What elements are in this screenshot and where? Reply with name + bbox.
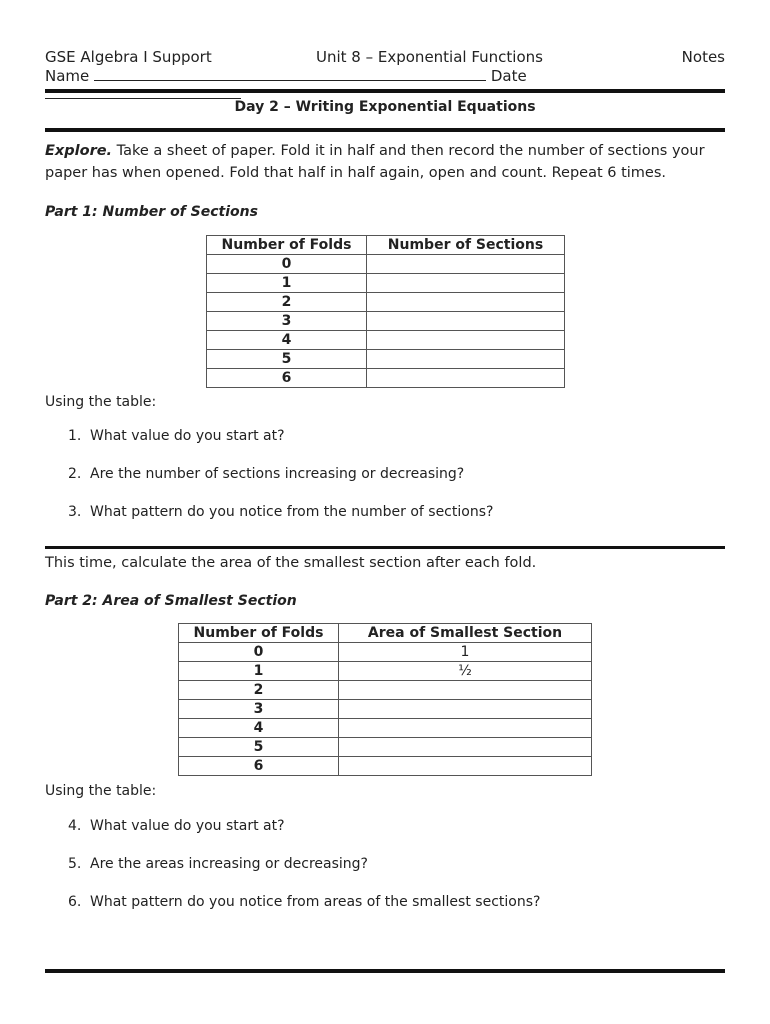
part1-heading: Part 1: Number of Sections bbox=[45, 204, 258, 220]
sections-cell[interactable] bbox=[367, 350, 565, 369]
sections-cell[interactable] bbox=[367, 255, 565, 274]
folds-cell: 4 bbox=[207, 331, 367, 350]
question-number: 3. bbox=[68, 504, 82, 520]
question-number: 1. bbox=[68, 428, 82, 444]
sections-cell[interactable] bbox=[367, 312, 565, 331]
folds-cell: 5 bbox=[179, 738, 339, 757]
table-row bbox=[179, 719, 592, 738]
header-rule bbox=[45, 89, 725, 93]
folds-cell: 1 bbox=[207, 274, 367, 293]
question-number: 6. bbox=[68, 894, 82, 910]
table-row bbox=[179, 700, 592, 719]
explore-label: Explore. bbox=[45, 143, 113, 159]
question-text: What pattern do you notice from areas of the smallest sections? bbox=[90, 894, 541, 910]
table-row bbox=[179, 757, 592, 776]
doc-type: Notes bbox=[681, 48, 725, 66]
area-cell[interactable]: 1 bbox=[339, 643, 592, 662]
question-2 bbox=[68, 466, 464, 482]
sections-cell[interactable] bbox=[367, 369, 565, 388]
name-date-row bbox=[45, 67, 725, 103]
area-cell[interactable]: ½ bbox=[339, 662, 592, 681]
folds-cell: 0 bbox=[207, 255, 367, 274]
name-blank[interactable] bbox=[94, 67, 486, 81]
area-cell[interactable] bbox=[339, 681, 592, 700]
title-rule bbox=[45, 128, 725, 132]
question-3 bbox=[68, 504, 493, 520]
sections-cell[interactable] bbox=[367, 331, 565, 350]
area-cell[interactable] bbox=[339, 719, 592, 738]
question-text: What pattern do you notice from the number of sections? bbox=[90, 504, 494, 520]
folds-cell: 2 bbox=[179, 681, 339, 700]
question-text: Are the number of sections increasing or decreasing? bbox=[90, 466, 465, 482]
date-label: Date bbox=[490, 67, 527, 85]
col-header-folds: Number of Folds bbox=[207, 236, 367, 255]
using-table-label-1: Using the table: bbox=[45, 394, 157, 410]
explore-paragraph bbox=[45, 140, 735, 184]
question-5 bbox=[68, 856, 368, 872]
explore-line-1: Take a sheet of paper. Fold it in half and then record the number of sections your bbox=[116, 143, 705, 159]
folds-cell: 0 bbox=[179, 643, 339, 662]
question-text: What value do you start at? bbox=[90, 428, 285, 444]
table-row bbox=[207, 350, 565, 369]
question-6 bbox=[68, 894, 540, 910]
course-name: GSE Algebra I Support bbox=[45, 48, 212, 66]
table-row bbox=[207, 331, 565, 350]
folds-cell: 3 bbox=[207, 312, 367, 331]
col-header-area: Area of Smallest Section bbox=[339, 624, 592, 643]
table-row bbox=[207, 274, 565, 293]
folds-cell: 4 bbox=[179, 719, 339, 738]
question-text: What value do you start at? bbox=[90, 818, 285, 834]
col-header-sections: Number of Sections bbox=[367, 236, 565, 255]
table-row bbox=[179, 643, 592, 662]
unit-title: Unit 8 – Exponential Functions bbox=[316, 48, 543, 66]
table-row bbox=[207, 312, 565, 331]
question-number: 5. bbox=[68, 856, 82, 872]
explore-line-2: paper has when opened. Fold that half in half again, open and count. Repeat 6 times. bbox=[45, 165, 667, 181]
question-text: Are the areas increasing or decreasing? bbox=[90, 856, 368, 872]
folds-cell: 1 bbox=[179, 662, 339, 681]
area-cell[interactable] bbox=[339, 757, 592, 776]
question-number: 4. bbox=[68, 818, 82, 834]
folds-cell: 2 bbox=[207, 293, 367, 312]
sections-cell[interactable] bbox=[367, 274, 565, 293]
area-table bbox=[178, 623, 592, 776]
table-row bbox=[207, 369, 565, 388]
folds-cell: 6 bbox=[207, 369, 367, 388]
question-1 bbox=[68, 428, 285, 444]
page-title: Day 2 – Writing Exponential Equations bbox=[234, 99, 536, 115]
part2-heading: Part 2: Area of Smallest Section bbox=[45, 593, 297, 609]
table-row bbox=[207, 255, 565, 274]
sections-table bbox=[206, 235, 565, 388]
using-table-label-2: Using the table: bbox=[45, 783, 157, 799]
transition-text: This time, calculate the area of the smallest section after each fold. bbox=[45, 555, 537, 571]
name-label: Name bbox=[45, 67, 90, 85]
folds-cell: 3 bbox=[179, 700, 339, 719]
question-4 bbox=[68, 818, 285, 834]
table-row bbox=[179, 681, 592, 700]
table-row bbox=[179, 738, 592, 757]
sections-cell[interactable] bbox=[367, 293, 565, 312]
table-row bbox=[179, 662, 592, 681]
folds-cell: 5 bbox=[207, 350, 367, 369]
col-header-folds: Number of Folds bbox=[179, 624, 339, 643]
footer-rule bbox=[45, 969, 725, 973]
question-number: 2. bbox=[68, 466, 82, 482]
section-divider bbox=[45, 546, 725, 549]
area-cell[interactable] bbox=[339, 700, 592, 719]
area-cell[interactable] bbox=[339, 738, 592, 757]
table-row bbox=[207, 293, 565, 312]
folds-cell: 6 bbox=[179, 757, 339, 776]
